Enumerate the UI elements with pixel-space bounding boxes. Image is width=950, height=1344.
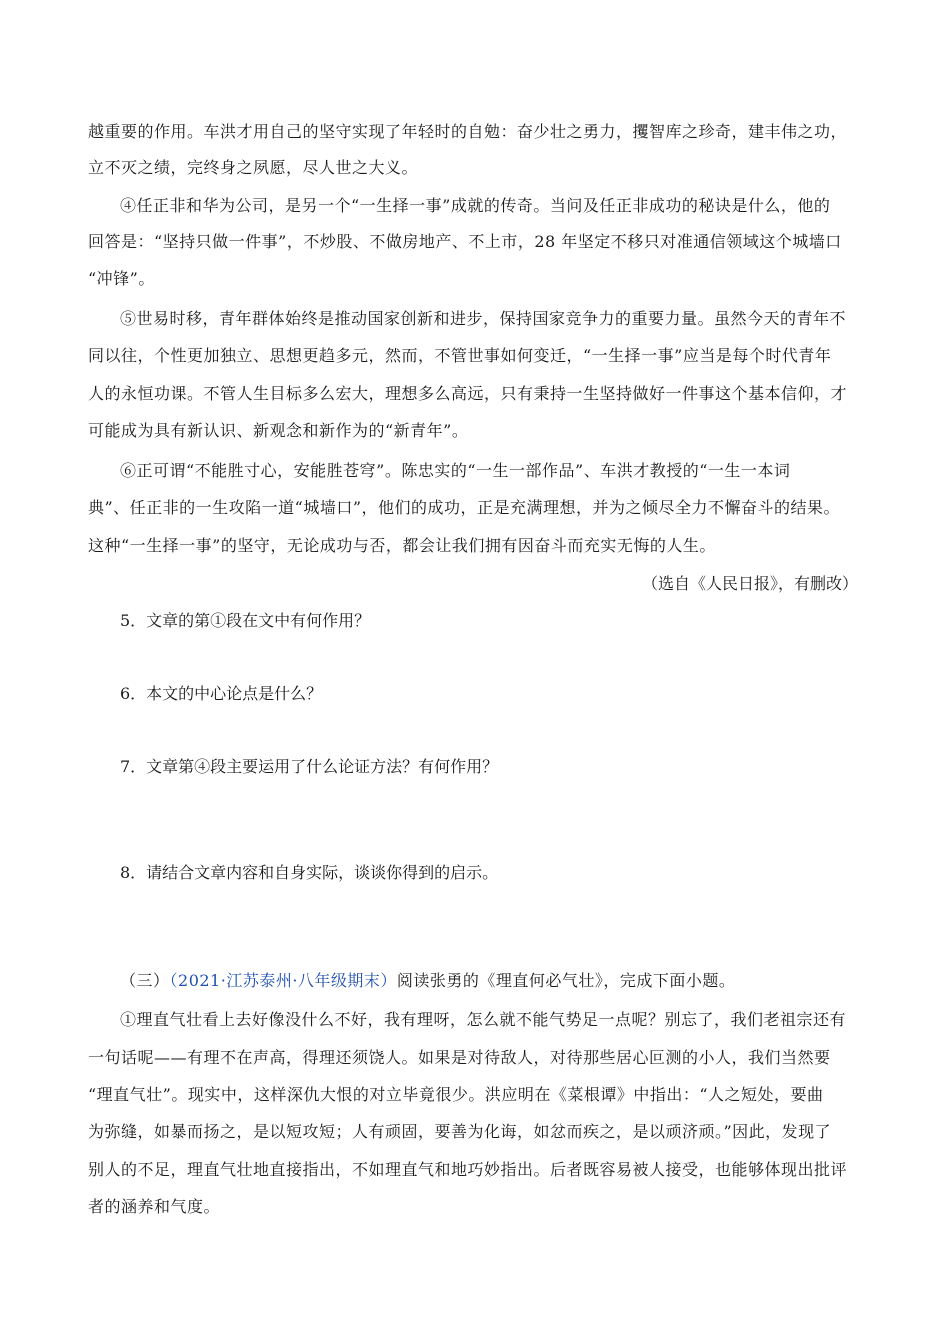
source-tag: （2021·江苏泰州·八年级期末） [169, 971, 397, 990]
paragraph-line: 回答是：“坚持只做一件事”，不炒股、不做房地产、不上市，28 年坚定不移只对准通信领域这个城墙口 [88, 232, 842, 251]
paragraph-line: “冲锋”。 [88, 269, 155, 288]
section-3-heading [120, 971, 735, 991]
paragraph-line: 为弥缝，如暴而扬之，是以短攻短；人有顽固，要善为化诲，如忿而疾之，是以顽济顽。”因此，发现了 [88, 1122, 832, 1141]
paragraph-line: 人的永恒功课。不管人生目标多么宏大，理想多么高远，只有秉持一生坚持做好一件事这个基本信仰，才 [88, 384, 848, 403]
paragraph-line: ①理直气壮看上去好像没什么不好，我有理呀，怎么就不能气势足一点呢？别忘了，我们老祖宗还有 [120, 1010, 847, 1029]
question-6: 6．本文的中心论点是什么？ [120, 684, 323, 703]
paragraph-line: “理直气壮”。现实中，这样深仇大恨的对立毕竟很少。洪应明在《菜根谭》中指出：“人之短处，要曲 [88, 1085, 824, 1104]
paragraph-line: ⑥正可谓“不能胜寸心，安能胜苍穹”。陈忠实的“一生一部作品”、车洪才教授的“一生一本词 [120, 461, 791, 480]
question-7: 7．文章第④段主要运用了什么论证方法？有何作用？ [120, 757, 499, 776]
source-citation: （选自《人民日报》，有删改） [641, 574, 858, 593]
question-5: 5．文章的第①段在文中有何作用？ [120, 611, 371, 630]
section-title: 阅读张勇的《理直何必气壮》，完成下面小题。 [396, 971, 736, 990]
paragraph-line: 可能成为具有新认识、新观念和新作为的“新青年”。 [88, 421, 469, 440]
paragraph-line: 别人的不足，理直气壮地直接指出，不如理直气和地巧妙指出。后者既容易被人接受，也能够体现出批评 [88, 1160, 848, 1179]
paragraph-line: 越重要的作用。车洪才用自己的坚守实现了年轻时的自勉：奋少壮之勇力，攫智库之珍奇，建丰伟之功， [88, 122, 848, 141]
paragraph-line: ⑤世易时移，青年群体始终是推动国家创新和进步，保持国家竞争力的重要力量。虽然今天的青年不 [120, 309, 847, 328]
paragraph-line: 同以往，个性更加独立、思想更趋多元，然而，不管世事如何变迁，“一生择一事”应当是每个时代青年 [88, 346, 832, 365]
paragraph-line: 这种“一生择一事”的坚守，无论成功与否，都会让我们拥有因奋斗而充实无悔的人生。 [88, 536, 716, 555]
question-8: 8．请结合文章内容和自身实际，谈谈你得到的启示。 [120, 863, 499, 882]
paragraph-line: 一句话呢——有理不在声高，得理还须饶人。如果是对待敌人，对待那些居心叵测的小人，我们当然要 [88, 1048, 831, 1067]
section-prefix: （三） [120, 971, 170, 990]
paragraph-line: ④任正非和华为公司，是另一个“一生择一事”成就的传奇。当问及任正非成功的秘诀是什么，他的 [120, 196, 831, 215]
paragraph-line: 典”、任正非的一生攻陷一道“城墙口”，他们的成功，正是充满理想，并为之倾尽全力不懈奋斗的结果。 [88, 498, 841, 517]
paragraph-line: 立不灭之绩，完终身之夙愿，尽人世之大义。 [88, 158, 419, 177]
paragraph-line: 者的涵养和气度。 [88, 1197, 221, 1216]
